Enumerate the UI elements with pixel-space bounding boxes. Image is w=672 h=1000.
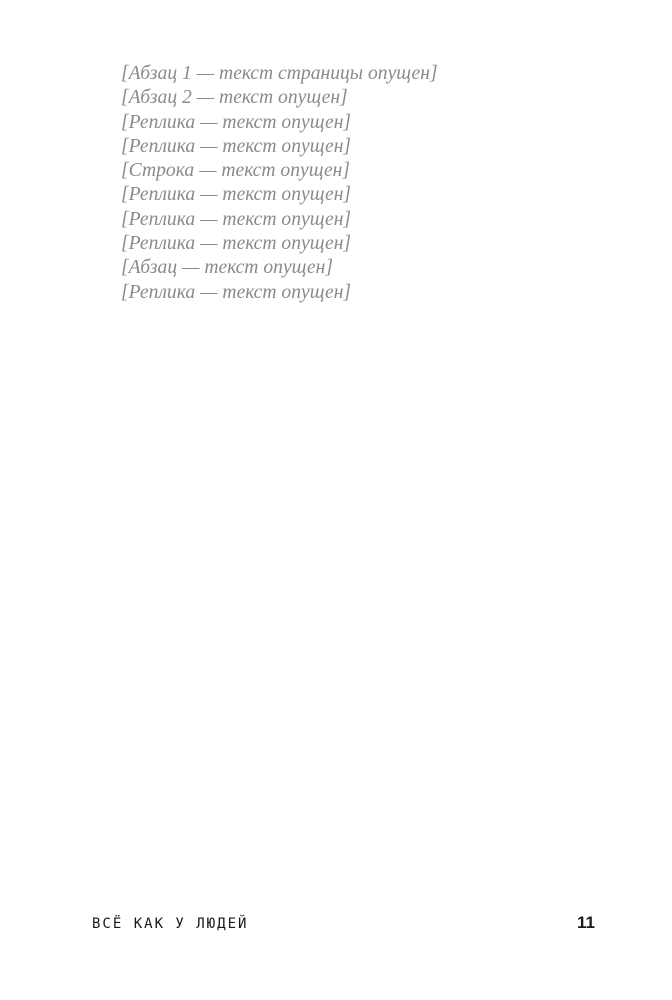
paragraph-8: [Реплика — текст опущен] bbox=[121, 233, 352, 255]
body-text bbox=[92, 62, 595, 305]
page-footer bbox=[92, 913, 595, 943]
paragraph-5: [Строка — текст опущен] bbox=[121, 160, 351, 182]
running-title: ВСЁ КАК У ЛЮДЕЙ bbox=[92, 916, 249, 932]
paragraph-6: [Реплика — текст опущен] bbox=[121, 184, 352, 206]
paragraph-3: [Реплика — текст опущен] bbox=[121, 111, 352, 133]
paragraph-7: [Реплика — текст опущен] bbox=[121, 208, 352, 230]
paragraph-10: [Реплика — текст опущен] bbox=[121, 281, 352, 303]
page-number: 11 bbox=[577, 913, 595, 932]
paragraph-9: [Абзац — текст опущен] bbox=[121, 257, 333, 279]
paragraph-4: [Реплика — текст опущен] bbox=[121, 135, 352, 157]
paragraph-1: [Абзац 1 — текст страницы опущен] bbox=[121, 63, 438, 84]
paragraph-2: [Абзац 2 — текст опущен] bbox=[121, 87, 348, 109]
